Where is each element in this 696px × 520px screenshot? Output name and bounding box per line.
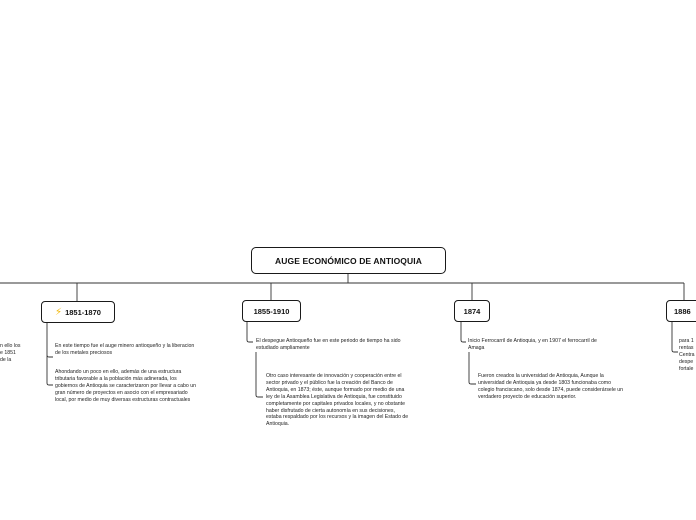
note-1874-ferrocarril[interactable]: Inicio Ferrocarril de Antioquia, y en 1907 el ferrocarril de Amaga: [468, 338, 597, 351]
root-topic[interactable]: [251, 247, 446, 274]
note-1851-auge-minero[interactable]: En este tiempo fue el auge minero antioqueño y la liberacion de los metales preciosos: [55, 343, 195, 356]
root-connector: [0, 274, 684, 283]
root-title: AUGE ECONÓMICO DE ANTIOQUIA: [275, 255, 422, 266]
branch-1874[interactable]: [454, 300, 490, 322]
note-1851-estructura-tributaria[interactable]: Ahondando un poco en ello, además de una estructura tributaria favorable a la población más adinerada, los gobiernos de Antioquia se caracterizaron por llevar a cabo un gran número de proyectos en asocio con el empresariado local, por medio de muy diversas estructuras contractuales: [55, 369, 197, 403]
branch-label: 1886: [674, 306, 691, 316]
branch-label: 1855-1910: [253, 306, 290, 316]
note-1855-banco-antioquia[interactable]: Otro caso interesante de innovación y cooperación entre el sector privado y el público fue la creación del Banco de Antioquia, en 1873; éste, aunque formado por medio de una ley de la Asamblea Legislativa de Antioquia, fue constituido completamente por capitales privados locales, y no obstante haber disfrutado de cierta autonomía en sus decisiones, estaba respaldado por los recursos y la imagen del Estado de Antioquia.: [266, 373, 409, 428]
branch-label: 1874: [463, 306, 481, 316]
branch-1886[interactable]: [666, 300, 696, 322]
branch-2-note-line: [247, 321, 253, 342]
branch-1851-1870[interactable]: [41, 301, 115, 323]
note-1874-universidad[interactable]: Fueron creados la universidad de Antioquia, Aunque la universidad de Antioquia ya desde 1803 funcionaba como colegio franciscano, solo desde 1874, puede considerársele un verdadero proyecto de educación superior.: [478, 373, 624, 400]
left-edge-note[interactable]: n ello los e 1851 de la: [0, 343, 21, 363]
branch-1855-1910[interactable]: [242, 300, 301, 322]
note-1855-despegue[interactable]: El despegue Antioqueño fue en este periodo de tiempo ha sido estudiado ampliamente: [256, 338, 401, 351]
branch-4-note-line: [672, 321, 678, 352]
branch-3-note-line: [461, 321, 466, 342]
branch-2-sub-line: [256, 352, 263, 397]
branch-label: 1851-1870: [65, 307, 101, 317]
lightning-icon: ⚡: [55, 306, 63, 318]
note-1886-rentas[interactable]: para 1 rentas Centra despe fortale: [679, 338, 695, 372]
branch-1-note-line: [47, 323, 53, 385]
branch-3-sub-line: [469, 352, 476, 384]
